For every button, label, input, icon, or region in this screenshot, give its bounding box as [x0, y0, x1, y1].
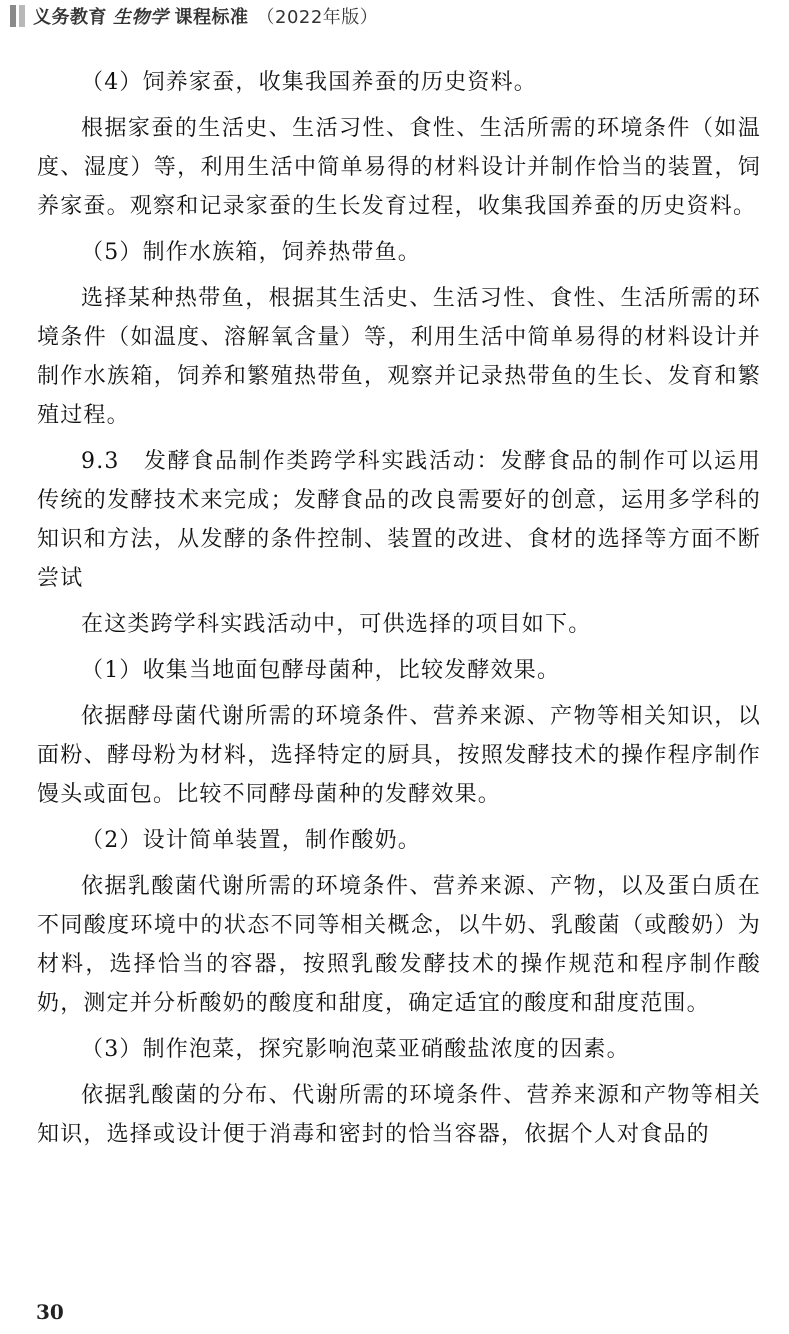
header-bar-dark: [10, 5, 16, 27]
item-heading-silkworm: （4）饲养家蚕，收集我国养蚕的历史资料。: [81, 70, 537, 95]
paragraph-silkworm: 根据家蚕的生活史、生活习性、食性、生活所需的环境条件（如温度、湿度）等，利用生活中简单易得的材料设计并制作恰当的装置，饲养家蚕。观察和记录家蚕的生长发育过程，收集我国养蚕的历史资料。: [37, 116, 761, 219]
paragraph-aquarium: 选择某种热带鱼，根据其生活史、生活习性、食性、生活所需的环境条件（如温度、溶解氧含量）等，利用生活中简单易得的材料设计并制作水族箱，饲养和繁殖热带鱼，观察并记录热带鱼的生长、发育和繁殖过程。: [37, 286, 761, 428]
item-heading-aquarium: （5）制作水族箱，饲养热带鱼。: [81, 240, 421, 265]
header-series: 义务教育: [33, 7, 107, 28]
running-header: [0, 0, 789, 32]
section-heading-fermentation: 9.3 发酵食品制作类跨学科实践活动：发酵食品的制作可以运用传统的发酵技术来完成；发酵食品的改良需要好的创意，运用多学科的知识和方法，从发酵的条件控制、装置的改进、食材的选择等方面不断尝试: [37, 449, 761, 591]
paragraph-yeast: 依据酵母菌代谢所需的环境条件、营养来源、产物等相关知识，以面粉、酵母粉为材料，选择特定的厨具，按照发酵技术的操作程序制作馒头或面包。比较不同酵母菌种的发酵效果。: [37, 704, 761, 807]
header-text: [33, 3, 378, 29]
header-title: 课程标准: [174, 7, 249, 28]
item-heading-yogurt: （2）设计简单装置，制作酸奶。: [81, 828, 421, 853]
page-number: 30: [36, 1300, 64, 1324]
header-decoration: [10, 5, 25, 27]
paragraph-project-intro: 在这类跨学科实践活动中，可供选择的项目如下。: [81, 612, 592, 637]
header-bar-light: [19, 5, 25, 27]
page-body: [37, 63, 761, 1161]
item-heading-yeast: （1）收集当地面包酵母菌种，比较发酵效果。: [81, 658, 561, 683]
header-edition: （2022年版）: [256, 7, 379, 28]
header-subject: 生物学: [113, 7, 169, 28]
paragraph-yogurt: 依据乳酸菌代谢所需的环境条件、营养来源、产物，以及蛋白质在不同酸度环境中的状态不同等相关概念，以牛奶、乳酸菌（或酸奶）为材料，选择恰当的容器，按照乳酸发酵技术的操作规范和程序制作酸奶，测定并分析酸奶的酸度和甜度，确定适宜的酸度和甜度范围。: [37, 874, 761, 1016]
item-heading-pickles: （3）制作泡菜，探究影响泡菜亚硝酸盐浓度的因素。: [81, 1037, 630, 1062]
paragraph-pickles: 依据乳酸菌的分布、代谢所需的环境条件、营养来源和产物等相关知识，选择或设计便于消毒和密封的恰当容器，依据个人对食品的: [37, 1083, 761, 1147]
